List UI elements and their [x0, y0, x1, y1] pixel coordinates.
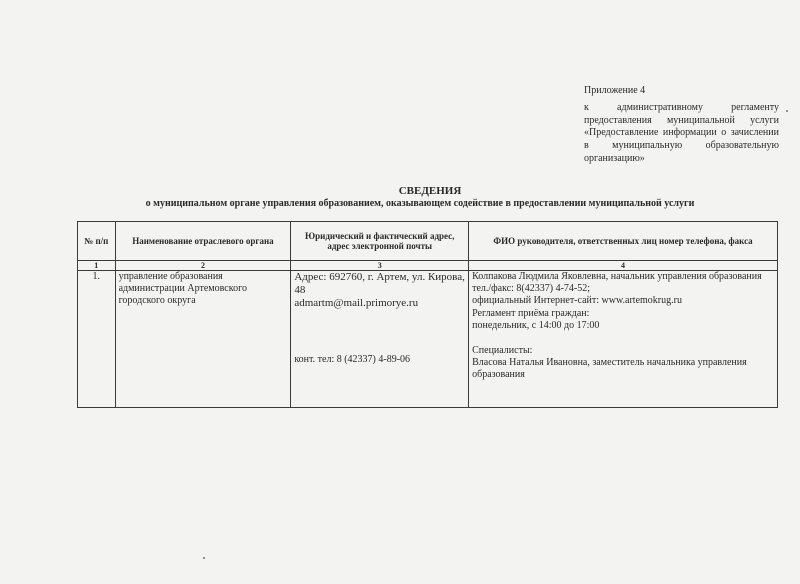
- appendix-title: Приложение 4: [584, 85, 646, 96]
- column-number: 4: [469, 261, 778, 271]
- scan-speck: [203, 557, 205, 559]
- header-address: Юридический и фактический адрес, адрес электронной почты: [291, 222, 469, 261]
- row-number: 1.: [78, 271, 116, 408]
- schedule-text: понедельник, с 14:00 до 17:00: [472, 319, 600, 331]
- info-table: [77, 221, 778, 408]
- organ-name: управление образования администрации Артемовского городского округа: [115, 271, 291, 408]
- column-number: 2: [115, 261, 291, 271]
- header-number: № п/п: [78, 222, 116, 261]
- document-title: СВЕДЕНИЯ: [398, 185, 462, 197]
- table-header-row: [78, 222, 778, 261]
- column-number: 3: [291, 261, 469, 271]
- website-text: официальный Интернет-сайт: www.artemokrug.ru: [472, 295, 682, 307]
- contact-phone: конт. тел: 8 (42337) 4-89-06: [294, 354, 411, 365]
- address-text: Адрес: 692760, г. Артем, ул. Кирова, 48: [294, 271, 465, 296]
- table-row: [78, 271, 778, 408]
- appendix-body: к административному регламенту предоставления муниципальной услуги «Предоставление информации о зачислении в муниципальную образовательную организацию»: [584, 101, 779, 164]
- scan-speck: [786, 110, 788, 112]
- specialist-text: Власова Наталья Ивановна, заместитель начальника управления образования: [472, 357, 747, 381]
- schedule-title: Регламент приёма граждан:: [472, 307, 590, 319]
- appendix-note: [584, 85, 779, 166]
- leader-text: Колпакова Людмила Яковлевна, начальник управления образования тел./факс: 8(42337) 4-74-52;: [472, 271, 762, 295]
- email-text: admartm@mail.primorye.ru: [294, 297, 419, 309]
- address-cell: [291, 271, 469, 408]
- header-organ: Наименование отраслевого органа: [115, 222, 291, 261]
- column-number: 1: [78, 261, 116, 271]
- leader-cell: [469, 271, 778, 408]
- document-subtitle: о муниципальном органе управления образованием, оказывающем содействие в предоставлении муниципальной услуги: [145, 198, 695, 209]
- column-number-row: [78, 261, 778, 271]
- header-leader: ФИО руководителя, ответственных лиц номер телефона, факса: [469, 222, 778, 261]
- specialists-title: Специалисты:: [472, 345, 533, 357]
